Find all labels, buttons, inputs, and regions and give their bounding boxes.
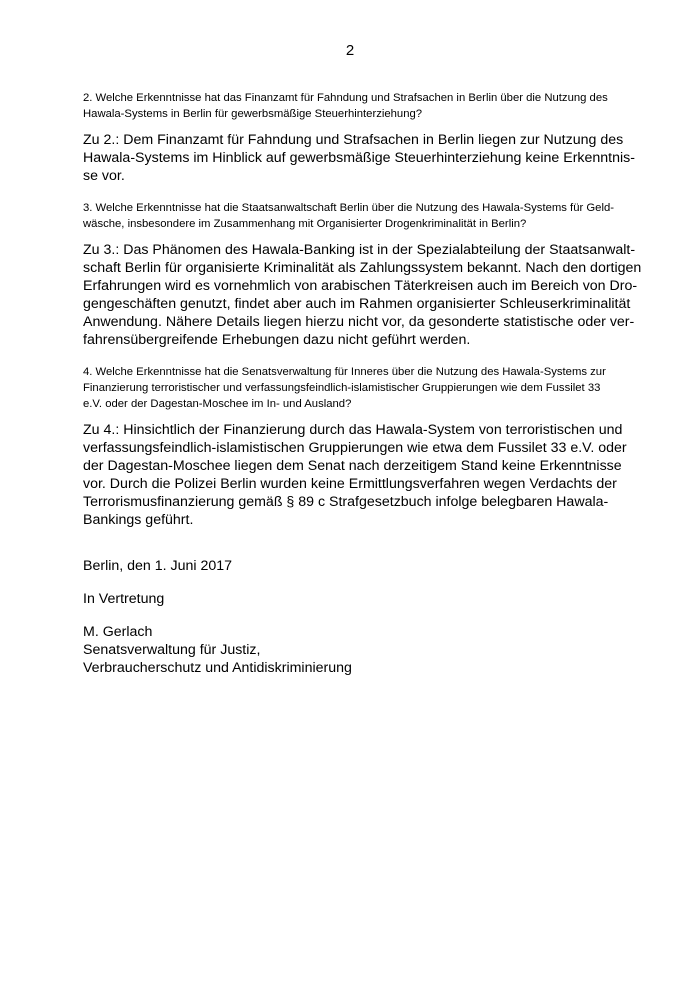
- question-line: Finanzierung terroristischer und verfassungsfeindlich-islamistischer Gruppierungen wie dem Fussilet 33: [83, 382, 601, 394]
- answer-line: Zu 3.: Das Phänomen des Hawala-Banking ist in der Spezialabteilung der Staatsanwalt-: [83, 242, 636, 258]
- place-date: Berlin, den 1. Juni 2017: [83, 558, 233, 574]
- question-line: 4. Welche Erkenntnisse hat die Senatsverwaltung für Inneres über die Nutzung des Hawala-Systems zur: [83, 366, 606, 378]
- answer-line: Erfahrungen wird es vornehmlich von arabischen Täterkreisen auch im Bereich von Dro-: [83, 278, 638, 294]
- signer-name: M. Gerlach: [83, 624, 153, 640]
- department-line: Verbraucherschutz und Antidiskriminierung: [83, 660, 352, 676]
- page-number: 2: [345, 42, 355, 59]
- answer-line: schaft Berlin für organisierte Kriminalität als Zahlungssystem bekannt. Nach den dortigen: [83, 260, 642, 276]
- answer-3: [83, 241, 643, 349]
- representation-note: In Vertretung: [83, 591, 165, 607]
- answer-line: Zu 2.: Dem Finanzamt für Fahndung und Strafsachen in Berlin liegen zur Nutzung des: [83, 132, 624, 148]
- answer-line: fahrensübergreifende Erhebungen dazu nicht geführt werden.: [83, 332, 471, 348]
- question-4: [83, 364, 643, 412]
- answer-line: Hawala-Systems im Hinblick auf gewerbsmäßige Steuerhinterziehung keine Erkenntnis-: [83, 150, 635, 166]
- question-3: [83, 200, 643, 232]
- answer-line: Terrorismusfinanzierung gemäß § 89 c Strafgesetzbuch infolge belegbaren Hawala-: [83, 494, 609, 510]
- question-line: Hawala-Systems in Berlin für gewerbsmäßige Steuerhinterziehung?: [83, 108, 423, 120]
- signature-block: [83, 623, 643, 677]
- answer-line: gengeschäften genutzt, findet aber auch im Rahmen organisierter Schleuserkriminalität: [83, 296, 631, 312]
- department-line: Senatsverwaltung für Justiz,: [83, 642, 261, 658]
- answer-line: Zu 4.: Hinsichtlich der Finanzierung durch das Hawala-System von terroristischen und: [83, 422, 623, 438]
- answer-line: verfassungsfeindlich-islamistischen Gruppierungen wie etwa dem Fussilet 33 e.V. oder: [83, 440, 627, 456]
- answer-line: Anwendung. Nähere Details liegen hierzu nicht vor, da gesonderte statistische oder ver-: [83, 314, 635, 330]
- answer-4: [83, 421, 643, 529]
- document-body: [83, 90, 643, 677]
- question-2: [83, 90, 643, 122]
- answer-line: Bankings geführt.: [83, 512, 194, 528]
- answer-line: der Dagestan-Moschee liegen dem Senat nach derzeitigem Stand keine Erkenntnisse: [83, 458, 622, 474]
- question-line: e.V. oder der Dagestan-Moschee im In- und Ausland?: [83, 398, 352, 410]
- question-line: wäsche, insbesondere im Zusammenhang mit Organisierter Drogenkriminalität in Berlin?: [83, 218, 527, 230]
- question-line: 3. Welche Erkenntnisse hat die Staatsanwaltschaft Berlin über die Nutzung des Hawala-Systems für Geld-: [83, 202, 615, 214]
- answer-line: vor. Durch die Polizei Berlin wurden keine Ermittlungsverfahren wegen Verdachts der: [83, 476, 617, 492]
- question-line: 2. Welche Erkenntnisse hat das Finanzamt für Fahndung und Strafsachen in Berlin über die Nutzung des: [83, 92, 608, 104]
- answer-line: se vor.: [83, 168, 125, 184]
- answer-2: [83, 131, 643, 185]
